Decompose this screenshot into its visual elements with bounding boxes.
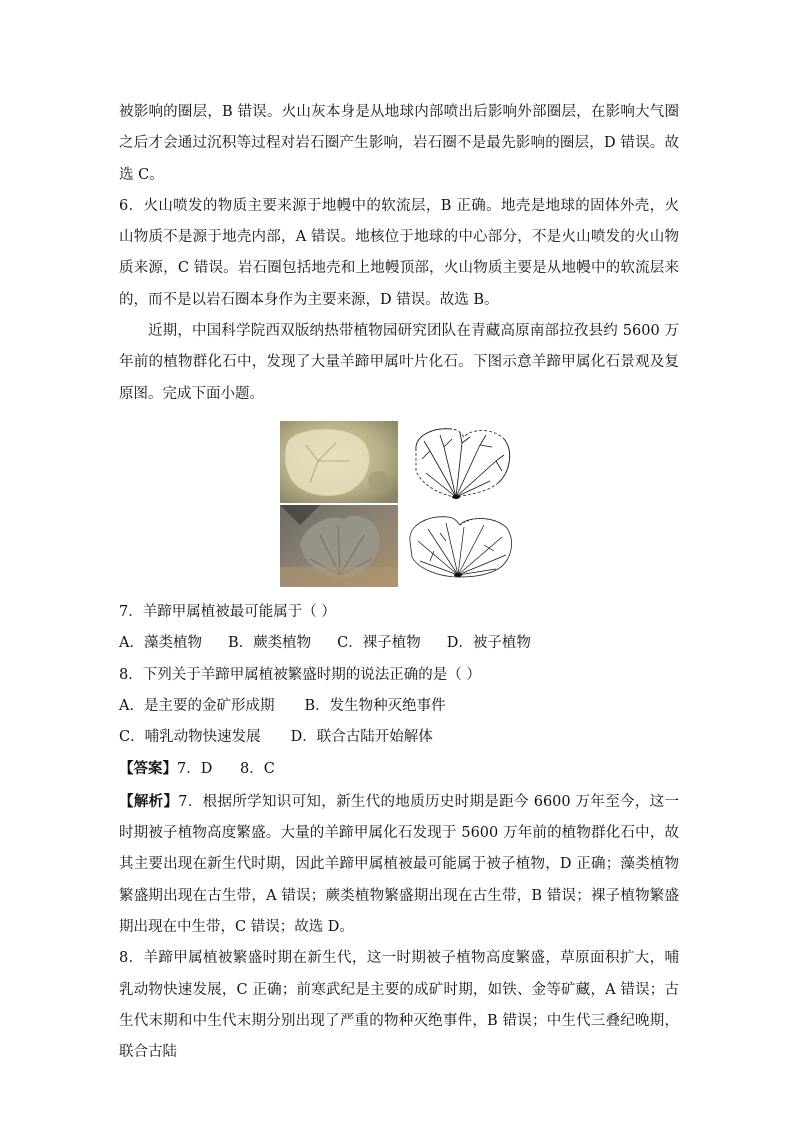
analysis-7-text: 7．根据所学知识可知，新生代的地质历史时期是距今 6600 万年至今，这一时期被子植物高度繁盛。大量的羊蹄甲属化石发现于 5600 万年前的植物群化石中，故其主要出现在新生代时期，因此羊蹄甲属植被最可能属于被子植物，D 正确；藻类植物繁盛期出现在古生带，A 错误；蕨类植物繁盛期出现在古生带，B 错误；裸子植物繁盛期出现在中生带，C 错误；故选 D。 xyxy=(119,793,680,935)
question-7-stem: 7．羊蹄甲属植被最可能属于（ ） xyxy=(119,603,336,620)
analysis-label: 【解析】 xyxy=(119,792,179,810)
question-8-stem: 8．下列关于羊蹄甲属植被繁盛时期的说法正确的是（ ） xyxy=(119,666,481,683)
fossil-reconstruction-2 xyxy=(400,505,518,587)
q8-option-b[interactable]: B．发生物种灭绝事件 xyxy=(304,697,446,714)
paragraph-question-intro: 近期，中国科学院西双版纳热带植物园研究团队在青藏高原南部拉孜县约 5600 万年前的植物群化石中，发现了大量羊蹄甲属叶片化石。下图示意羊蹄甲属化石景观及复原图。完成下面小题。 xyxy=(119,323,679,402)
analysis-8: 8．羊蹄甲属植被繁盛时期在新生代，这一时期被子植物高度繁盛，草原面积扩大，哺乳动物快速发展，C 正确；前寒武纪是主要的成矿时期，如铁、金等矿藏，A 错误；古生代末期和中生代末期分别出现了严重的物种灭绝事件，B 错误；中生代三叠纪晚期，联合古陆 xyxy=(119,950,679,1061)
q7-option-a[interactable]: A．藻类植物 xyxy=(119,635,202,652)
q8-option-c[interactable]: C．哺乳动物快速发展 xyxy=(119,729,261,746)
fossil-photo-1-image xyxy=(280,421,398,503)
page-content xyxy=(119,97,679,1068)
q8-option-a[interactable]: A．是主要的金矿形成期 xyxy=(119,697,275,714)
q7-option-d[interactable]: D．被子植物 xyxy=(446,635,531,652)
analysis-7 xyxy=(119,786,679,943)
paragraph-prev-answer-end: 被影响的圈层，B 错误。火山灰本身是从地球内部喷出后影响外部圈层，在影响大气圈之后才会通过沉积等过程对岩石圈产生影响，岩石圈不是最先影响的圈层，D 错误。故选 C。 xyxy=(119,104,679,183)
q7-option-c[interactable]: C．裸子植物 xyxy=(337,635,421,652)
paragraph-answer-6: 6．火山喷发的物质主要来源于地幔中的软流层，B 正确。地壳是地球的固体外壳，火山物质不是源于地壳内部，A 错误。地核位于地球的中心部分，不是火山喷发的火山物质来源，C 错误。岩石圈包括地壳和上地幔顶部，火山物质主要是从地幔中的软流层来的，而不是以岩石圈本身作为主要来源，D 错误。故选 B。 xyxy=(119,197,679,308)
leaf-drawing-2 xyxy=(400,505,518,587)
question-7-options xyxy=(119,628,679,659)
question-8-options-row2 xyxy=(119,722,679,753)
answer-label: 【答案】 xyxy=(119,760,177,778)
fossil-photo-2 xyxy=(280,505,398,587)
fossil-figure xyxy=(280,421,518,587)
fossil-photo-2-image xyxy=(280,505,398,587)
q7-option-b[interactable]: B．蕨类植物 xyxy=(227,635,312,652)
fossil-reconstruction-1 xyxy=(400,421,518,503)
answer-text: 7．D 8．C xyxy=(177,761,275,778)
leaf-drawing-1 xyxy=(400,421,518,503)
question-8-options-row1 xyxy=(119,691,679,722)
fossil-photo-1 xyxy=(280,421,398,503)
answer-line xyxy=(119,753,679,785)
q8-option-d[interactable]: D．联合古陆开始解体 xyxy=(290,729,433,746)
